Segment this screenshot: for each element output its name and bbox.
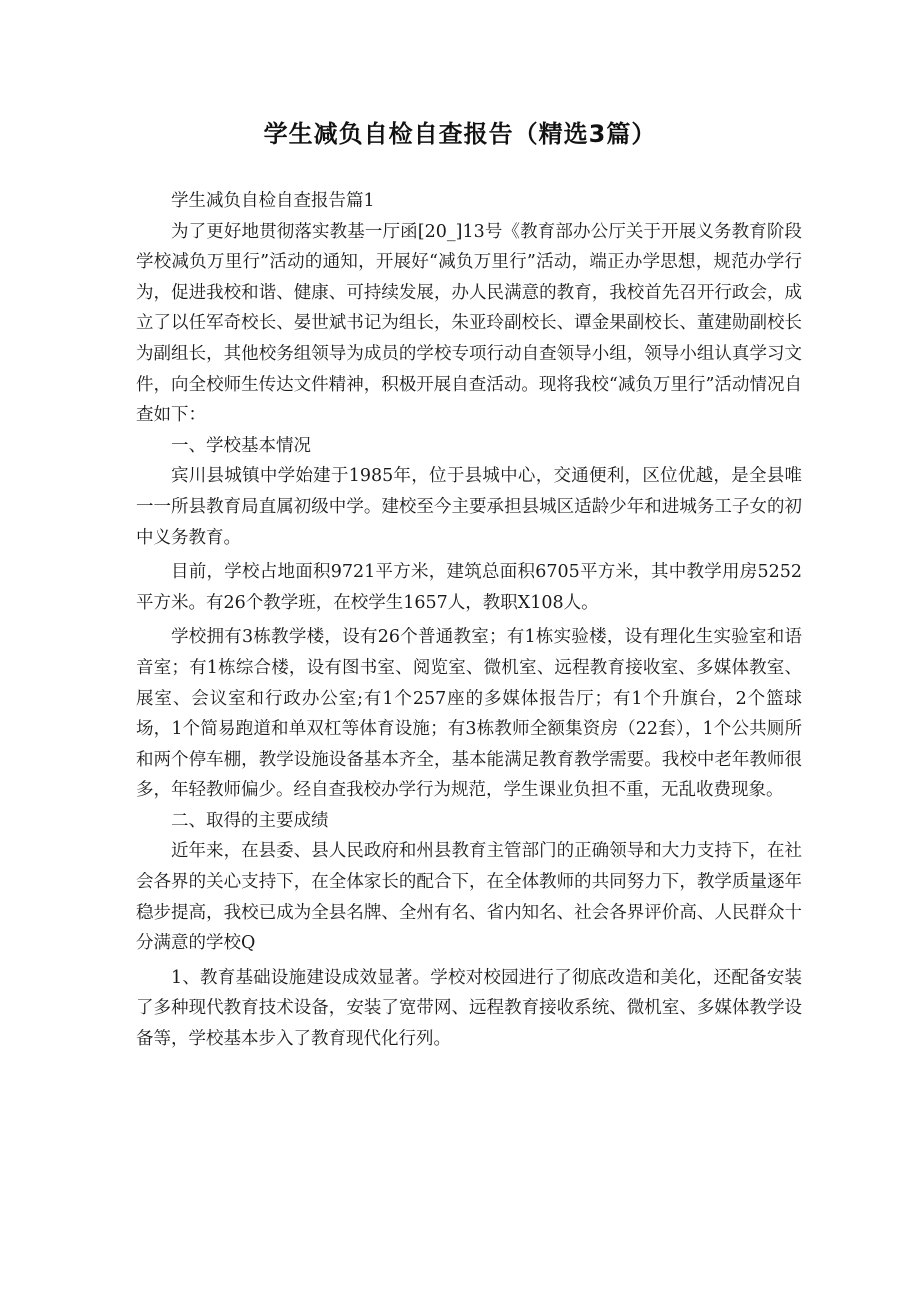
body-paragraph: 近年来，在县委、县人民政府和州县教育主管部门的正确领导和大力支持下，在社会各界的关心支持下，在全体家长的配合下，在全体教师的共同努力下，教学质量逐年稳步提高，我校已成为全县名牌、全州有名、省内知名、社会各界评价高、人民群众十分满意的学校Q xyxy=(136,841,802,954)
section-heading: 二、取得的主要成绩 xyxy=(171,810,329,831)
body-paragraph: 宾川县城镇中学始建于1985年，位于县城中心，交通便利，区位优越，是全县唯一一所县教育局直属初级中学。建校至今主要承担县城区适龄少年和进城务工子女的初中义务教育。 xyxy=(136,466,802,548)
body-paragraph: 学校拥有3栋教学楼，设有26个普通教室；有1栋实验楼，设有理化生实验室和语音室；有1栋综合楼，设有图书室、阅览室、微机室、远程教育接收室、多媒体教室、展室、会议室和行政办公室;有1个257座的多媒体报告厅；有1个升旗台，2个篮球场，1个简易跑道和单双杠等体育设施；有3栋教师全额集资房（22套），1个公共厕所和两个停车棚，教学设施设备基本齐全，基本能满足教育教学需要。我校中老年教师很多，年轻教师偏少。经自查我校办学行为规范，学生课业负担不重，无乱收费现象。 xyxy=(136,627,802,801)
document-title: 学生减负自检自查报告（精选3篇） xyxy=(263,120,657,148)
section-heading: 学生减负自检自查报告篇1 xyxy=(171,191,375,211)
document-body xyxy=(136,186,802,1055)
section-heading: 一、学校基本情况 xyxy=(171,435,311,456)
body-paragraph: 目前，学校占地面积9721平方米，建筑总面积6705平方米，其中教学用房5252平方米。有26个教学班，在校学生1657人，教职X108人。 xyxy=(136,562,802,613)
body-paragraph: 为了更好地贯彻落实教基一厅函[20_]13号《教育部办公厅关于开展义务教育阶段学校减负万里行”活动的通知，开展好“减负万里行”活动，端正办学思想，规范办学行为，促进我校和谐、健康、可持续发展，办人民满意的教育，我校首先召开行政会，成立了以任军奇校长、晏世斌书记为组长，朱亚玲副校长、谭金果副校长、董建勋副校长为副组长，其他校务组领导为成员的学校专项行动自查领导小组，领导小组认真学习文件，向全校师生传达文件精神，积极开展自查活动。现将我校“减负万里行”活动情况自查如下： xyxy=(136,221,802,426)
body-paragraph: 1、教育基础设施建设成效显著。学校对校园进行了彻底改造和美化，还配备安装了多种现代教育技术设备，安装了宽带网、远程教育接收系统、微机室、多媒体教学设备等，学校基本步入了教育现代化行列。 xyxy=(136,967,802,1050)
